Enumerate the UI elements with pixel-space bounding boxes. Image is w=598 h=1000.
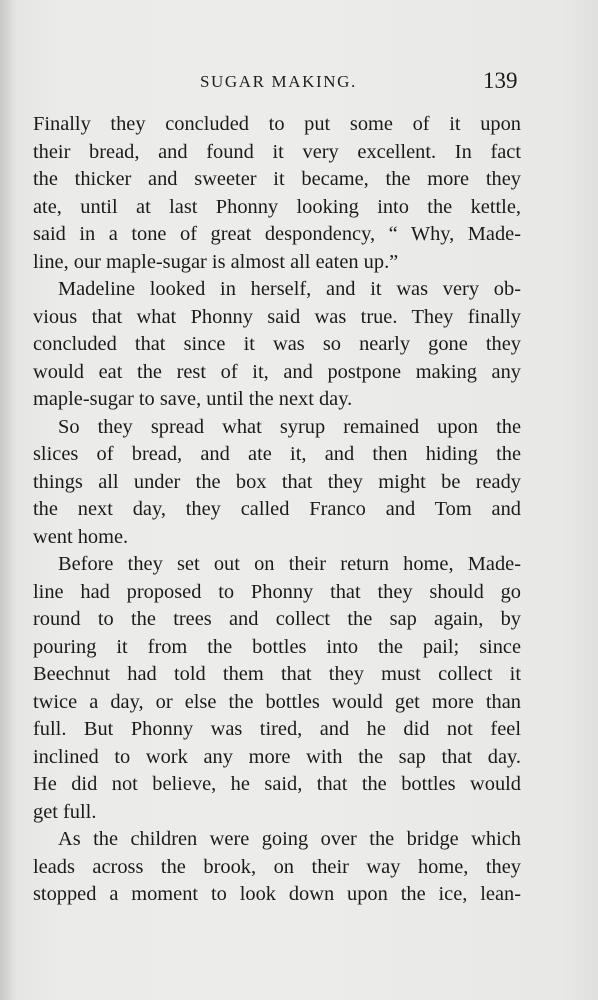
paragraph-first-line: So they spread what syrup remained upon the <box>58 415 521 438</box>
body-text <box>33 111 521 909</box>
text-line: get full. <box>33 800 97 823</box>
text-line: things all under the box that they might be ready <box>33 470 521 493</box>
page-edge-shadow <box>0 0 14 1000</box>
text-line: line, our maple-sugar is almost all eaten up.” <box>33 250 399 273</box>
text-line: Beechnut had told them that they must collect it <box>33 663 521 685</box>
running-head-title: SUGAR MAKING. <box>200 72 357 91</box>
text-line: pouring it from the bottles into the pail; since <box>33 635 521 658</box>
text-line: full. But Phonny was tired, and he did not feel <box>33 718 521 740</box>
text-line: stopped a moment to look down upon the ice, lean- <box>33 883 521 905</box>
text-line: twice a day, or else the bottles would get more than <box>33 690 521 713</box>
text-line: said in a tone of great despondency, “ Why, Made- <box>33 223 521 245</box>
paragraph-first-line: As the children were going over the bridge which <box>58 828 521 850</box>
text-line: would eat the rest of it, and postpone making any <box>33 360 521 383</box>
page-number: 139 <box>483 68 518 93</box>
paragraph-first-line: Before they set out on their return home, Made- <box>58 553 521 575</box>
text-line: ate, until at last Phonny looking into the kettle, <box>33 195 521 218</box>
text-line: inclined to work any more with the sap that day. <box>33 745 521 768</box>
text-line: went home. <box>33 525 129 548</box>
paragraph-first-line: Madeline looked in herself, and it was very ob- <box>58 278 521 300</box>
text-line: concluded that since it was so nearly gone they <box>33 333 521 355</box>
text-line: round to the trees and collect the sap again, by <box>33 608 521 630</box>
text-line: vious that what Phonny said was true. They finally <box>33 305 521 328</box>
running-head <box>0 70 598 94</box>
text-line: Finally they concluded to put some of it upon <box>33 113 521 135</box>
text-line: their bread, and found it very excellent. In fact <box>33 140 521 163</box>
text-line: the thicker and sweeter it became, the more they <box>33 168 521 190</box>
text-line: leads across the brook, on their way home, they <box>33 855 521 878</box>
text-line: line had proposed to Phonny that they should go <box>33 580 521 603</box>
text-line: slices of bread, and ate it, and then hiding the <box>33 443 521 465</box>
text-line: He did not believe, he said, that the bottles would <box>33 773 521 795</box>
text-line: maple-sugar to save, until the next day. <box>33 388 353 410</box>
text-line: the next day, they called Franco and Tom and <box>33 498 521 520</box>
